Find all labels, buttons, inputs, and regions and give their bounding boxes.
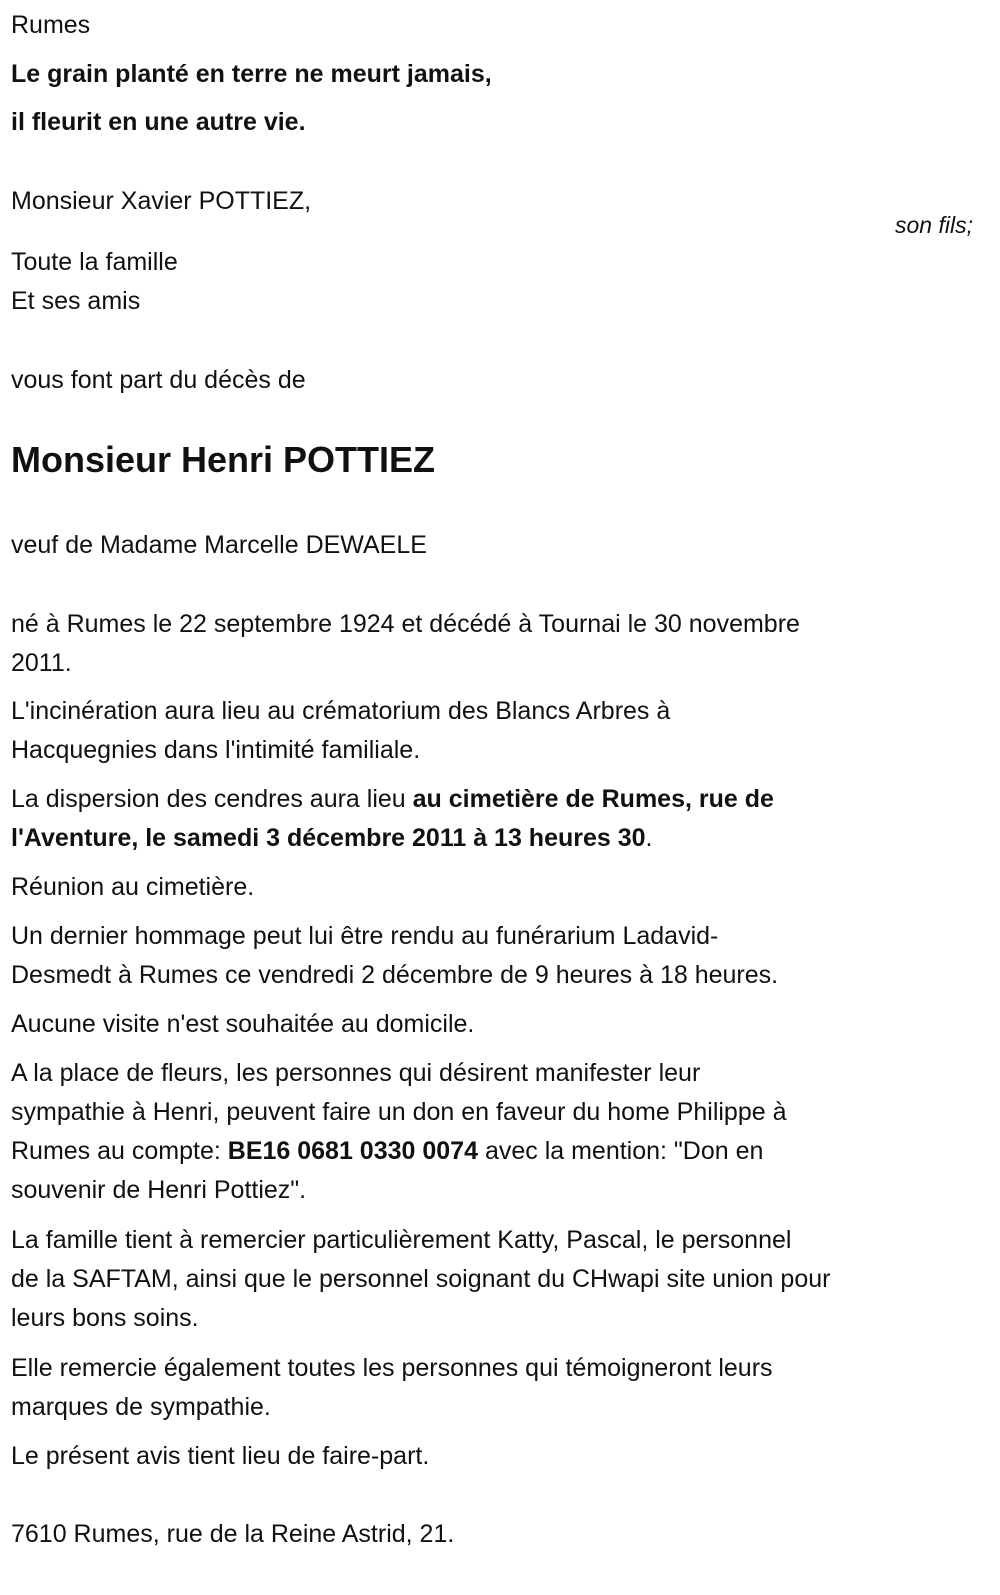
- text: Rumes au compte:: [11, 1137, 228, 1165]
- epitaph: [11, 55, 492, 142]
- dispersion-datetime: l'Aventure, le samedi 3 décembre 2011 à 13 heures 30: [11, 824, 646, 852]
- text-line: marques de sympathie.: [11, 1393, 271, 1421]
- birth-death: [11, 605, 800, 683]
- announce: vous font part du décès de: [11, 366, 306, 394]
- tribute: [11, 917, 778, 995]
- text-line: Desmedt à Rumes ce vendredi 2 décembre de 9 heures à 18 heures.: [11, 961, 779, 989]
- place: Rumes: [11, 11, 91, 39]
- text-line: souvenir de Henri Pottiez".: [11, 1176, 307, 1204]
- thanks: [11, 1221, 830, 1338]
- text-line: A la place de fleurs, les personnes qui désirent manifester leur: [11, 1059, 701, 1087]
- text-line: Hacquegnies dans l'intimité familiale.: [11, 736, 421, 764]
- widower-of: veuf de Madame Marcelle DEWAELE: [11, 531, 427, 559]
- text-line: [11, 819, 774, 858]
- cremation: [11, 692, 670, 770]
- epitaph-line: il fleurit en une autre vie.: [11, 108, 306, 136]
- text-line: L'incinération aura lieu au crématorium des Blancs Arbres à: [11, 697, 671, 725]
- family-line: Toute la famille: [11, 248, 178, 276]
- text-line: 2011.: [11, 649, 72, 677]
- dispersion: [11, 780, 774, 858]
- text-line: sympathie à Henri, peuvent faire un don en faveur du home Philippe à: [11, 1098, 787, 1126]
- text-line: de la SAFTAM, ainsi que le personnel soignant du CHwapi site union pour: [11, 1265, 831, 1293]
- text-line: Elle remercie également toutes les personnes qui témoigneront leurs: [11, 1354, 773, 1382]
- family-line: Et ses amis: [11, 287, 141, 315]
- deceased-name: Monsieur Henri POTTIEZ: [11, 439, 436, 480]
- family-others: [11, 243, 178, 321]
- no-visit: Aucune visite n'est souhaitée au domicile.: [11, 1010, 475, 1038]
- text: avec la mention: "Don en: [478, 1137, 764, 1165]
- meeting: Réunion au cimetière.: [11, 873, 255, 901]
- dispersion-location: au cimetière de Rumes, rue de: [412, 785, 774, 813]
- epitaph-line: Le grain planté en terre ne meurt jamais,: [11, 60, 492, 88]
- son-role: son fils;: [895, 212, 973, 238]
- address: 7610 Rumes, rue de la Reine Astrid, 21.: [11, 1520, 455, 1548]
- thanks-all: [11, 1349, 773, 1427]
- text: La dispersion des cendres aura lieu: [11, 785, 413, 813]
- text-line: [11, 780, 774, 819]
- text: .: [645, 824, 653, 852]
- text-line: leurs bons soins.: [11, 1304, 199, 1332]
- son-name: Monsieur Xavier POTTIEZ,: [11, 187, 312, 215]
- notice: Le présent avis tient lieu de faire-part.: [11, 1442, 430, 1470]
- donation: [11, 1054, 787, 1210]
- text-line: [11, 1132, 787, 1171]
- text-line: né à Rumes le 22 septembre 1924 et décédé à Tournai le 30 novembre: [11, 610, 800, 638]
- text-line: La famille tient à remercier particulièrement Katty, Pascal, le personnel: [11, 1226, 792, 1254]
- text-line: Un dernier hommage peut lui être rendu au funérarium Ladavid-: [11, 922, 719, 950]
- bank-account: BE16 0681 0330 0074: [227, 1137, 478, 1165]
